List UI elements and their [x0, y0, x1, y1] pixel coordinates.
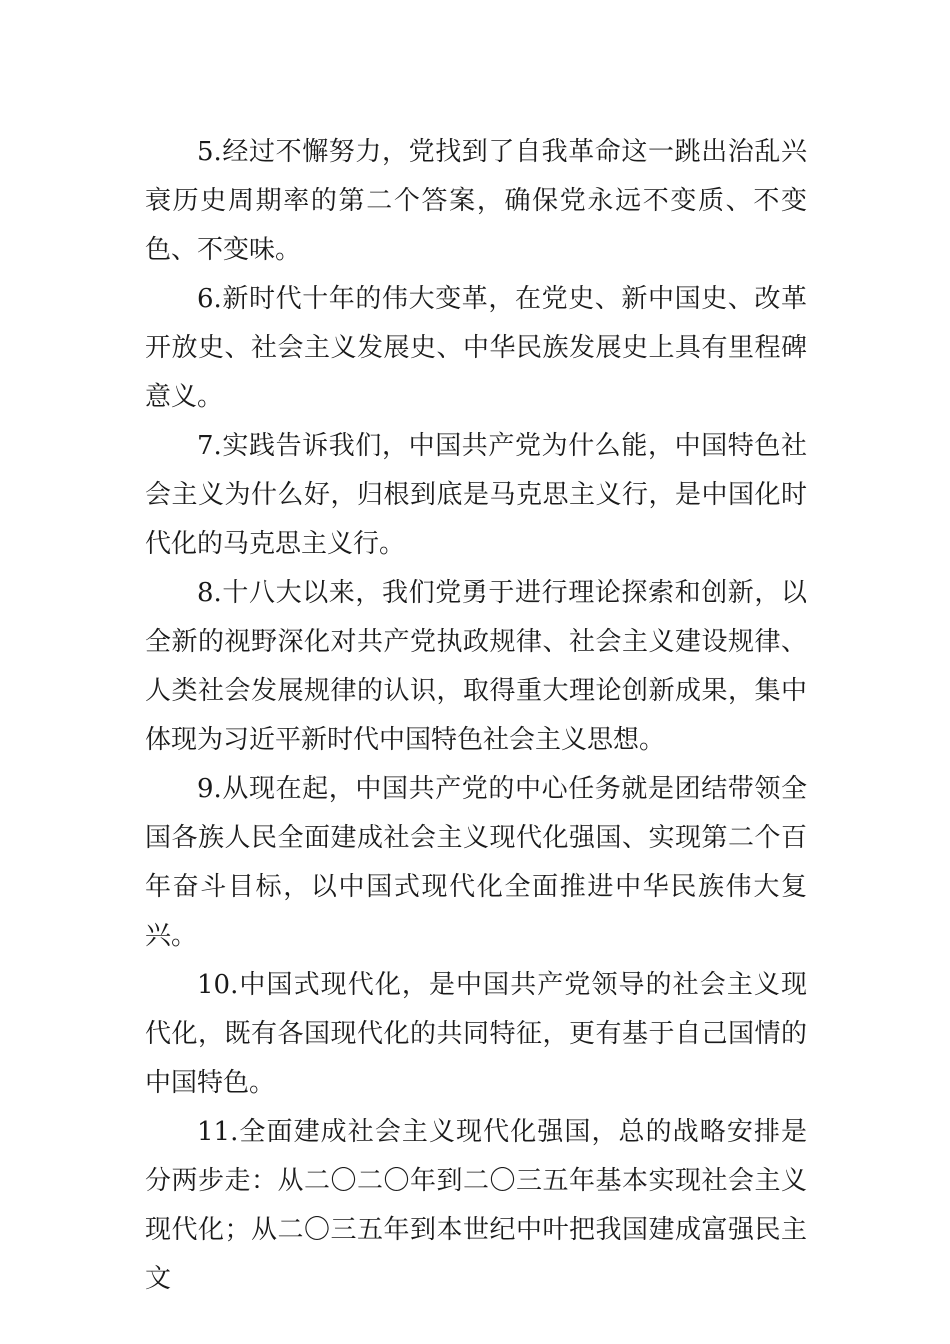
paragraph-8: 8.十八大以来，我们党勇于进行理论探索和创新，以全新的视野深化对共产党执政规律、社会主义建设规律、人类社会发展规律的认识，取得重大理论创新成果，集中体现为习近平新时代中国特色社会主义思想。: [145, 578, 807, 755]
paragraph-11: 11.全面建成社会主义现代化强国，总的战略安排是分两步走：从二〇二〇年到二〇三五年基本实现社会主义现代化；从二〇三五年到本世纪中叶把我国建成富强民主文: [145, 1117, 807, 1294]
paragraph-9: 9.从现在起，中国共产党的中心任务就是团结带领全国各族人民全面建成社会主义现代化强国、实现第二个百年奋斗目标，以中国式现代化全面推进中华民族伟大复兴。: [145, 774, 807, 951]
paragraph-6: 6.新时代十年的伟大变革，在党史、新中国史、改革开放史、社会主义发展史、中华民族发展史上具有里程碑意义。: [145, 284, 807, 412]
document-body: [145, 128, 807, 1304]
paragraph-10: 10.中国式现代化，是中国共产党领导的社会主义现代化，既有各国现代化的共同特征，更有基于自己国情的中国特色。: [145, 970, 807, 1098]
paragraph-5: 5.经过不懈努力，党找到了自我革命这一跳出治乱兴衰历史周期率的第二个答案，确保党永远不变质、不变色、不变味。: [145, 137, 807, 265]
paragraph-7: 7.实践告诉我们，中国共产党为什么能，中国特色社会主义为什么好，归根到底是马克思主义行，是中国化时代化的马克思主义行。: [145, 431, 807, 559]
